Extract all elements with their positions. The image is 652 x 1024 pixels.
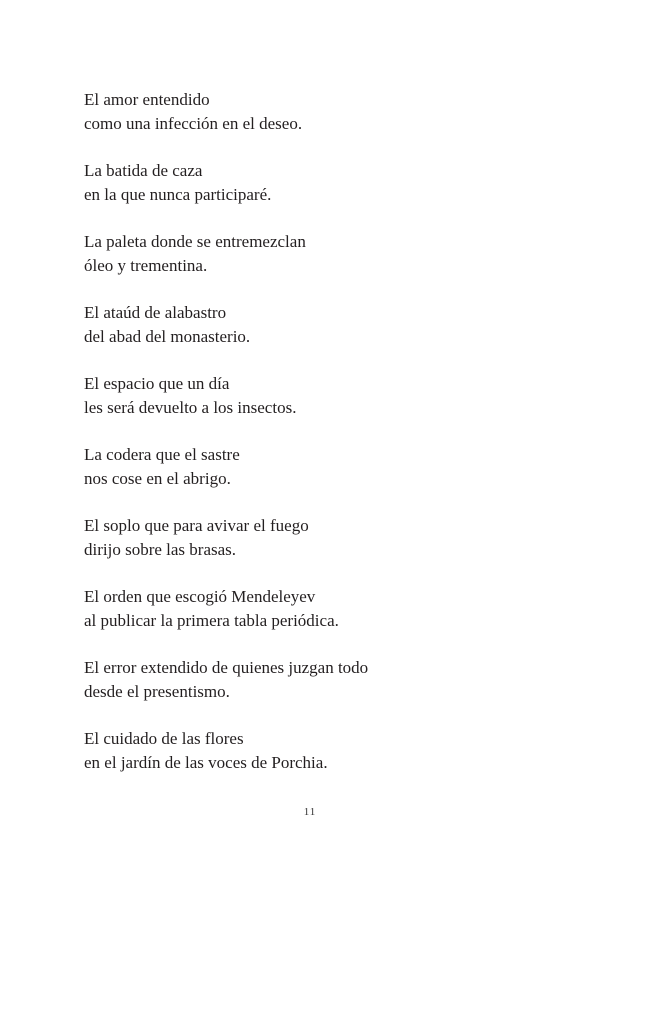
stanza [84,88,564,136]
poem-line: El amor entendido [84,90,210,109]
poem-line: del abad del monasterio. [84,327,251,346]
poem-line: El soplo que para avivar el fuego [84,516,309,535]
poem-line: El error extendido de quienes juzgan todo [84,658,369,677]
poem-line: desde el presentismo. [84,682,230,701]
stanza [84,372,564,420]
stanza [84,159,564,207]
poem-line: les será devuelto a los insectos. [84,398,297,417]
stanza [84,656,564,704]
stanza [84,585,564,633]
poem-line: El cuidado de las flores [84,729,244,748]
poem-line: en el jardín de las voces de Porchia. [84,753,328,772]
poem-line: en la que nunca participaré. [84,185,272,204]
stanza [84,514,564,562]
poem [84,88,564,798]
poem-line: al publicar la primera tabla periódica. [84,611,339,630]
stanza [84,443,564,491]
poem-line: nos cose en el abrigo. [84,469,231,488]
stanza [84,301,564,349]
poem-line: El ataúd de alabastro [84,303,227,322]
poem-line: La paleta donde se entremezclan [84,232,306,251]
stanza [84,727,564,775]
poem-line: dirijo sobre las brasas. [84,540,237,559]
poem-line: El orden que escogió Mendeleyev [84,587,316,606]
poem-line: óleo y trementina. [84,256,208,275]
poem-line: La codera que el sastre [84,445,240,464]
poem-line: como una infección en el deseo. [84,114,303,133]
stanza [84,230,564,278]
poem-line: La batida de caza [84,161,203,180]
page-number: 11 [303,806,317,818]
poem-line: El espacio que un día [84,374,230,393]
